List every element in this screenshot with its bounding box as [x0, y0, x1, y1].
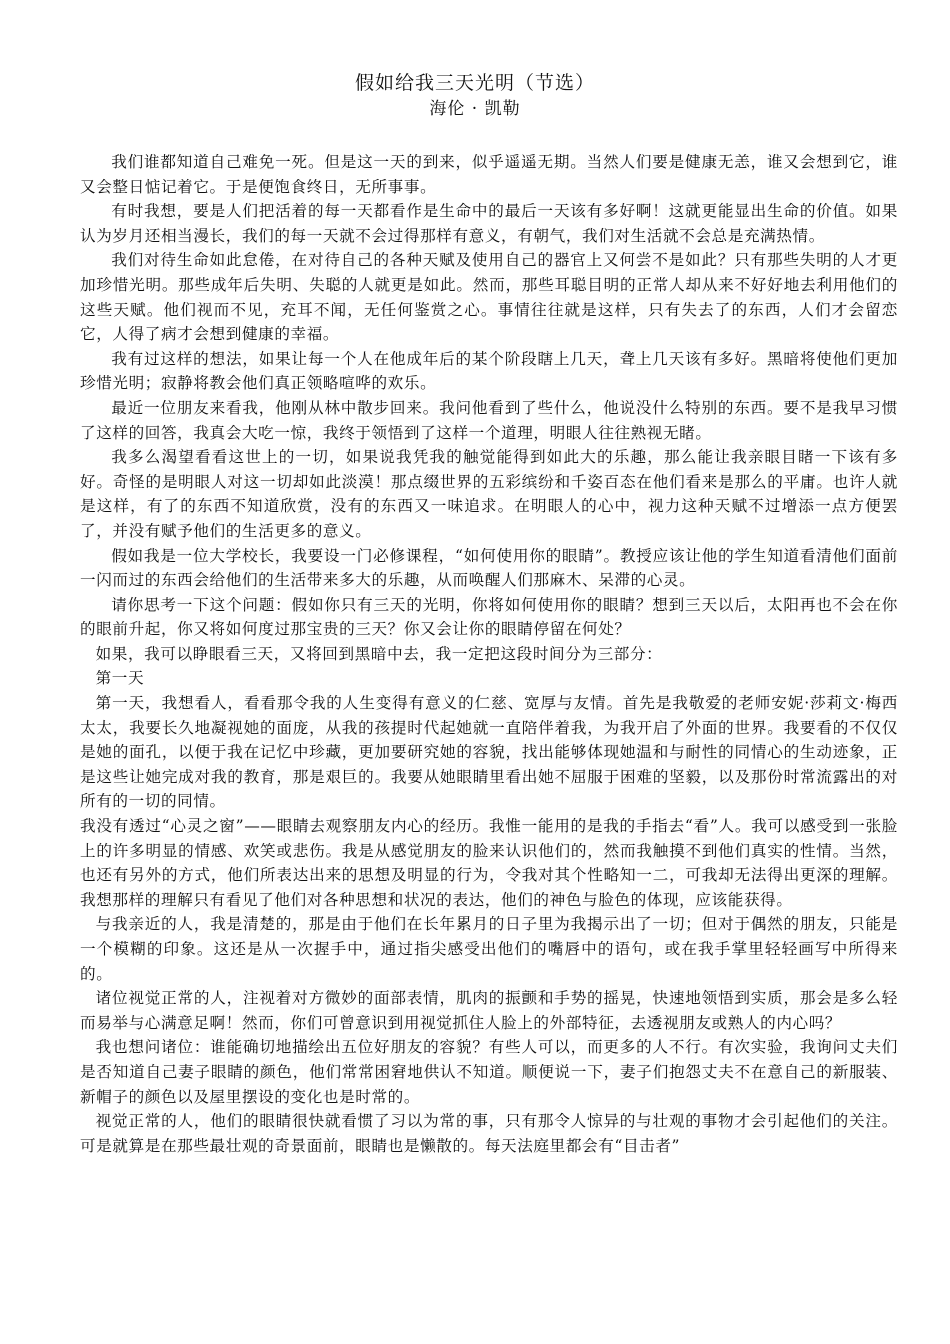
paragraph: 我们对待生命如此怠倦，在对待自己的各种天赋及使用自己的器官上又何尝不是如此？只有那些失明的人才更加珍惜光明。那些成年后失明、失聪的人就更是如此。然而，那些耳聪目明的正常人却从来不好好地去利用他们的这些天赋。他们视而不见，充耳不闻，无任何鉴赏之心。事情往往就是这样，只有失去了的东西，人们才会留恋它，人得了病才会想到健康的幸福。 [80, 251, 898, 344]
paragraph: 我多么渴望看看这世上的一切，如果说我凭我的触觉能得到如此大的乐趣，那么能让我亲眼目睹一下该有多好。奇怪的是明眼人对这一切却如此淡漠！那点缀世界的五彩缤纷和千姿百态在他们看来是那么的平庸。也许人就是这样，有了的东西不知道欣赏，没有的东西又一味追求。在明眼人的心中，视力这种天赋不过增添一点方便罢了，并没有赋予他们的生活更多的意义。 [80, 448, 898, 540]
paragraph: 假如我是一位大学校长，我要设一门必修课程，“如何使用你的眼睛”。教授应该让他的学生知道看清他们面前一闪而过的东西会给他们的生活带来多大的乐趣，从而唤醒人们那麻木、呆滞的心灵。 [80, 546, 898, 590]
paragraph: 有时我想，要是人们把活着的每一天都看作是生命中的最后一天该有多好啊！这就更能显出生命的价值。如果认为岁月还相当漫长，我们的每一天就不会过得那样有意义，有朝气，我们对生活就不会总是充满热情。 [80, 202, 898, 245]
paragraph: 诸位视觉正常的人，注视着对方微妙的面部表情，肌肉的振颤和手势的摇晃，快速地领悟到实质，那会是多么轻而易举与心满意足啊！然而，你们可曾意识到用视觉抓住人脸上的外部特征，去透视朋友或熟人的内心吗？ [80, 989, 898, 1032]
paragraph: 我们谁都知道自己难免一死。但是这一天的到来，似乎遥遥无期。当然人们要是健康无恙，谁又会想到它，谁又会整日惦记着它。于是便饱食终日，无所事事。 [80, 153, 898, 196]
page-title: 假如给我三天光明（节选） [354, 72, 595, 94]
article-body [80, 150, 898, 1158]
author-line: 海伦 · 凯勒 [429, 99, 521, 119]
paragraph: 我有过这样的想法，如果让每一个人在他成年后的某个阶段瞎上几天，聋上几天该有多好。黑暗将使他们更加珍惜光明；寂静将教会他们真正领略喧哗的欢乐。 [80, 349, 898, 393]
paragraph: 请你思考一下这个问题：假如你只有三天的光明，你将如何使用你的眼睛？想到三天以后，太阳再也不会在你的眼前升起，你又将如何度过那宝贵的三天？你又会让你的眼睛停留在何处？ [80, 595, 898, 639]
paragraph: 我也想问诸位：谁能确切地描绘出五位好朋友的容貌？有些人可以，而更多的人不行。有次实验，我询问丈夫们是否知道自己妻子眼睛的颜色，他们常常困窘地供认不知道。顺便说一下，妻子们抱怨丈夫不在意自己的新服装、新帽子的颜色以及屋里摆设的变化也是时常的。 [80, 1038, 898, 1106]
paragraph: 与我亲近的人，我是清楚的，那是由于他们在长年累月的日子里为我揭示出了一切；但对于偶然的朋友，只能是一个模糊的印象。这还是从一次握手中，通过指尖感受出他们的嘴唇中的语句，或在我手掌里轻轻画写中所得来的。 [80, 915, 898, 983]
paragraph: 视觉正常的人，他们的眼睛很快就看惯了习以为常的事，只有那令人惊异的与壮观的事物才会引起他们的关注。可是就算是在那些最壮观的奇景面前，眼睛也是懒散的。每天法庭里都会有“目击者” [80, 1112, 898, 1155]
paragraph: 最近一位朋友来看我，他刚从林中散步回来。我问他看到了些什么，他说没什么特别的东西。要不是我早习惯了这样的回答，我真会大吃一惊，我终于领悟到了这样一个道理，明眼人往往熟视无睹。 [80, 398, 898, 442]
paragraph: 如果，我可以睁眼看三天，又将回到黑暗中去，我一定把这段时间分为三部分： [95, 644, 663, 663]
paragraph: 第一天，我想看人，看看那令我的人生变得有意义的仁慈、宽厚与友情。首先是我敬爱的老师安妮·莎莉文·梅西太太，我要长久地凝视她的面庞，从我的孩提时代起她就一直陪伴着我，为我开启了外面的世界。我要看的不仅仅是她的面孔，以便于我在记忆中珍藏，更加要研究她的容貌，找出能够体现她温和与耐性的同情心的生动迹象，正是这些让她完成对我的教育，那是艰巨的。我要从她眼睛里看出她不屈服于困难的坚毅，以及那份时常流露出的对所有的一切的同情。 [80, 694, 898, 811]
section-heading-day-one: 第一天 [95, 669, 145, 688]
paragraph: 我没有透过“心灵之窗”——眼睛去观察朋友内心的经历。我惟一能用的是我的手指去“看”人。我可以感受到一张脸上的许多明显的情感、欢笑或悲伤。我是从感觉朋友的脸来认识他们的，然而我触摸不到他们真实的性情。当然，也还有另外的方式，他们所表达出来的思想及明显的行为，令我对其个性略知一二，可我却无法得出更深的理解。我想那样的理解只有看见了他们对各种思想和状况的表达，他们的神色与脸色的体现，应该能获得。 [80, 817, 898, 909]
